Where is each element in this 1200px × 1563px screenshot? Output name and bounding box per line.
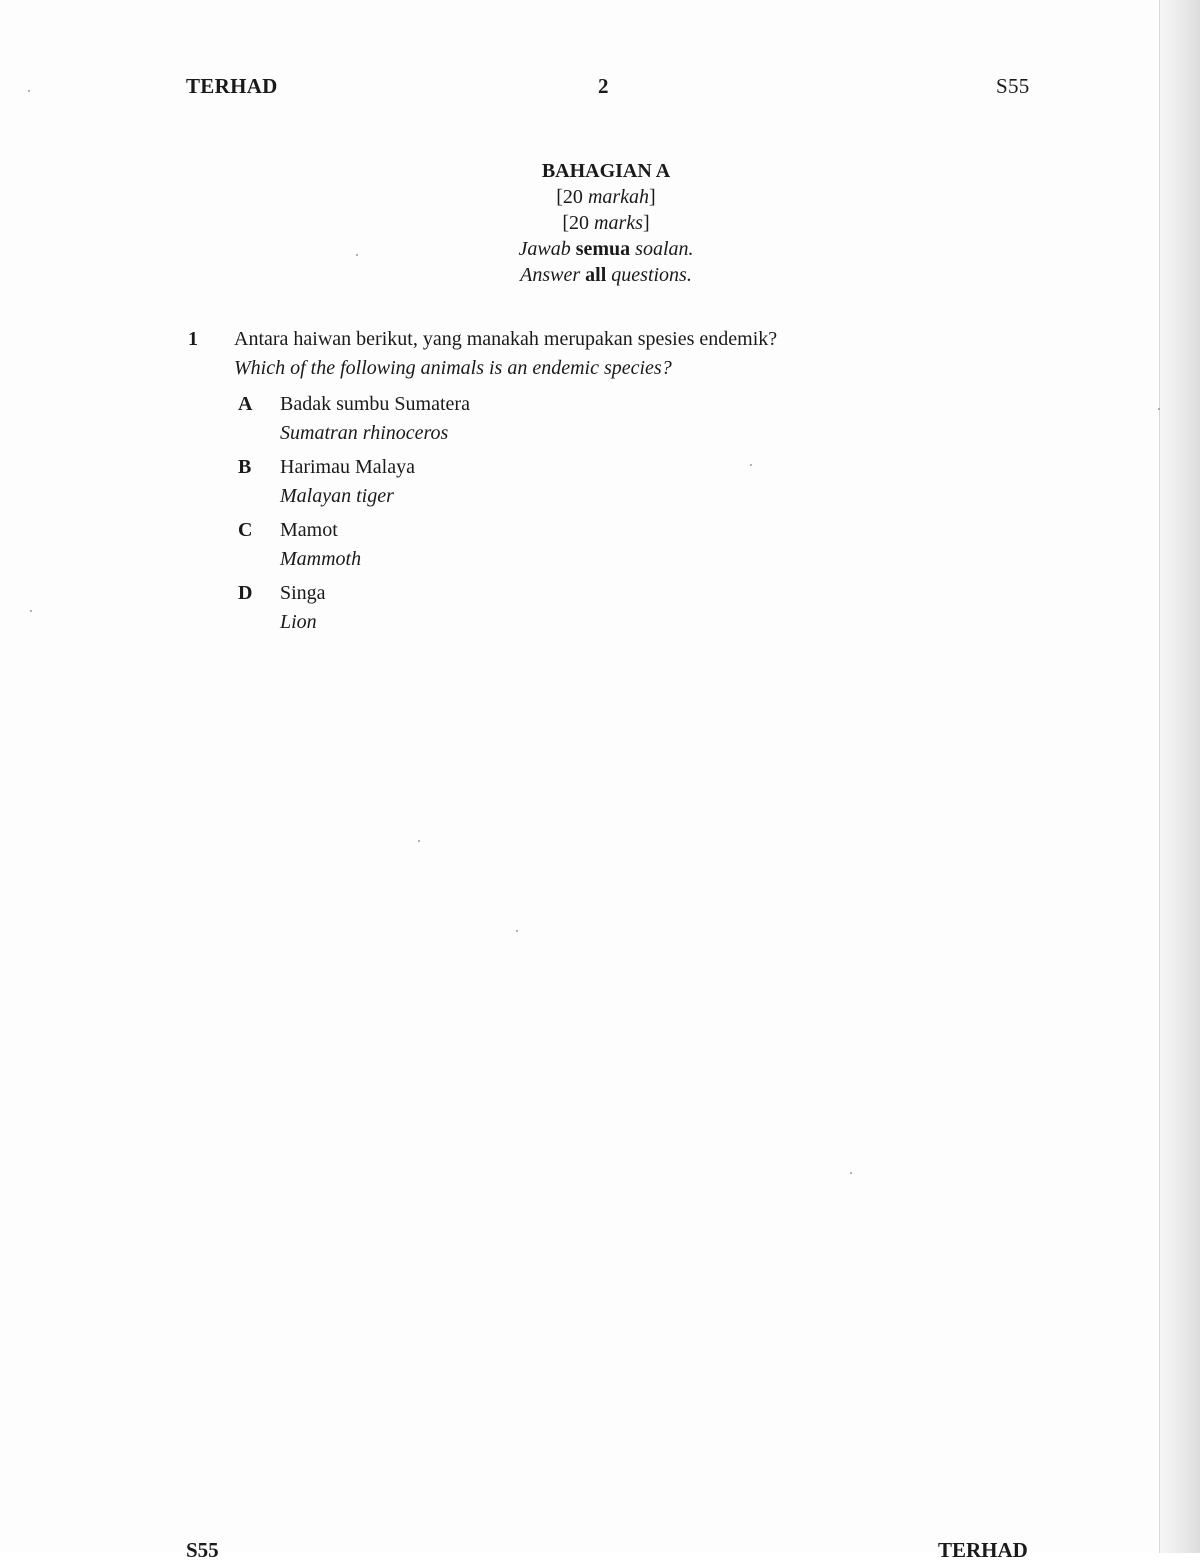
marks-malay-suffix: ] bbox=[649, 186, 656, 208]
option-text-malay: Mamot bbox=[280, 519, 338, 541]
instruction-english-b: all bbox=[585, 264, 607, 286]
scan-speck bbox=[28, 90, 30, 92]
option-c[interactable] bbox=[238, 516, 738, 579]
option-text-malay: Singa bbox=[280, 582, 326, 604]
instruction-english bbox=[406, 262, 806, 288]
scan-speck bbox=[356, 254, 358, 256]
option-a[interactable] bbox=[238, 390, 738, 453]
scan-speck bbox=[418, 840, 420, 842]
marks-english-word: marks bbox=[594, 212, 643, 234]
instruction-english-c: questions. bbox=[611, 264, 692, 286]
marks-english-prefix: [20 bbox=[562, 212, 595, 234]
option-text bbox=[280, 516, 361, 574]
scan-speck bbox=[30, 610, 32, 612]
option-text-malay: Badak sumbu Sumatera bbox=[280, 393, 470, 415]
question-text-malay: Antara haiwan berikut, yang manakah merupakan spesies endemik? bbox=[234, 328, 778, 350]
scan-speck bbox=[516, 930, 518, 932]
instruction-malay bbox=[406, 236, 806, 262]
header-paper-code: S55 bbox=[996, 74, 1030, 98]
section-heading bbox=[406, 158, 806, 288]
option-letter: C bbox=[238, 519, 253, 541]
scan-edge-shadow bbox=[1159, 0, 1200, 1553]
instruction-english-a: Answer bbox=[520, 264, 581, 286]
option-b[interactable] bbox=[238, 453, 738, 516]
scan-speck bbox=[1158, 408, 1160, 410]
option-text bbox=[280, 579, 326, 637]
option-text-english: Malayan tiger bbox=[280, 485, 394, 507]
marks-malay-prefix: [20 bbox=[556, 186, 588, 208]
instruction-malay-a: Jawab bbox=[518, 238, 571, 260]
answer-options bbox=[238, 390, 738, 642]
option-text-english: Mammoth bbox=[280, 548, 362, 570]
scan-speck bbox=[750, 464, 752, 466]
option-text bbox=[280, 390, 470, 448]
marks-english bbox=[406, 210, 806, 236]
question-number: 1 bbox=[188, 328, 198, 350]
footer-classification: TERHAD bbox=[938, 1538, 1028, 1562]
option-d[interactable] bbox=[238, 579, 738, 642]
option-text-english: Sumatran rhinoceros bbox=[280, 422, 449, 444]
option-letter: D bbox=[238, 582, 253, 604]
footer-paper-code: S55 bbox=[186, 1538, 219, 1562]
option-text bbox=[280, 453, 415, 511]
instruction-malay-c: soalan. bbox=[635, 238, 694, 260]
section-title: BAHAGIAN A bbox=[541, 160, 671, 182]
question-text-english: Which of the following animals is an endemic species? bbox=[234, 357, 672, 379]
header-page-number: 2 bbox=[598, 74, 609, 98]
question-text bbox=[234, 325, 914, 383]
instruction-malay-b: semua bbox=[575, 238, 631, 260]
option-letter: B bbox=[238, 456, 252, 478]
marks-english-suffix: ] bbox=[642, 212, 650, 234]
marks-malay bbox=[406, 184, 806, 210]
marks-malay-word: markah bbox=[587, 186, 650, 208]
option-text-english: Lion bbox=[280, 611, 317, 633]
header-classification: TERHAD bbox=[186, 74, 278, 98]
option-letter: A bbox=[238, 393, 253, 415]
option-text-malay: Harimau Malaya bbox=[280, 456, 415, 478]
scan-speck bbox=[850, 1172, 852, 1174]
